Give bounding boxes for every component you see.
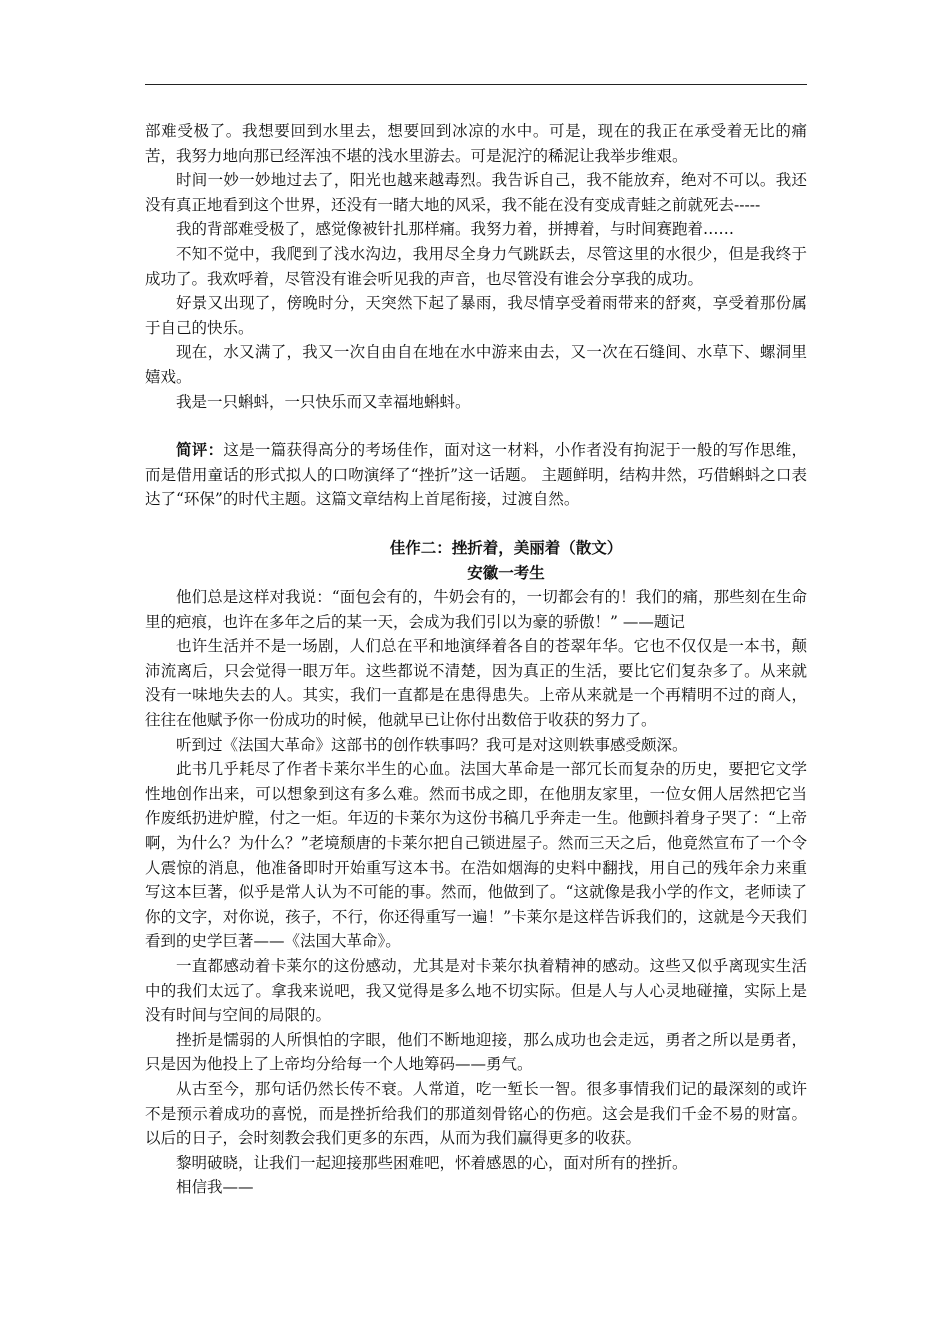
essay1-paragraph: 我的背部难受极了，感觉像被针扎那样痛。我努力着，拼搏着，与时间赛跑着…… <box>176 220 735 239</box>
essay2-paragraph: 也许生活并不是一场剧，人们总在平和地演绎着各自的苍翠年华。它也不仅仅是一本书，颠沛流离后，只会觉得一眼万年。这些都说不清楚，因为真正的生活，要比它们复杂多了。从来就没有一味地失去的人。其实，我们一直都是在患得患失。上帝从来就是一个再精明不过的商人，往往在他赋予你一份成功的时候，他就早已让你付出数倍于收获的努力了。 <box>145 637 807 730</box>
essay2-title: 佳作二：挫折着，美丽着（散文） <box>389 537 623 557</box>
spacer <box>145 414 807 438</box>
essay1-paragraph: 好景又出现了，傍晚时分，天突然下起了暴雨，我尽情享受着雨带来的舒爽，享受着那份属于自己的快乐。 <box>145 294 807 337</box>
spacer <box>145 512 807 536</box>
comment-text: 这是一篇获得高分的考场佳作，面对这一材料，小作者没有拘泥于一般的写作思维，而是借用童话的形式拟人的口吻演绎了“挫折”这一话题。 主题鲜明，结构井然，巧借蝌蚪之口表达了“环保”的时代主题。这篇文章结构上首尾衔接，过渡自然。 <box>145 441 807 509</box>
essay2-paragraph: 挫折是懦弱的人所惧怕的字眼，他们不断地迎接，那么成功也会走远，勇者之所以是勇者，只是因为他投上了上帝均分给每一个人地筹码——勇气。 <box>145 1030 807 1074</box>
essay2-paragraph: 黎明破晓，让我们一起迎接那些困难吧，怀着感恩的心，面对所有的挫折。 <box>176 1153 688 1172</box>
header-rule <box>145 84 807 85</box>
essay1-paragraph: 我是一只蝌蚪，一只快乐而又幸福地蝌蚪。 <box>176 392 471 411</box>
comment-label: 简评： <box>176 440 224 460</box>
essay1-paragraph: 部难受极了。我想要回到水里去，想要回到冰凉的水中。可是，现在的我正在承受着无比的痛苦，我努力地向那已经浑浊不堪的浅水里游去。可是泥泞的稀泥让我举步维艰。 <box>145 122 807 165</box>
essay2-paragraph: 从古至今，那句话仍然长传不衰。人常道，吃一堑长一智。很多事情我们记的最深刻的或许不是预示着成功的喜悦，而是挫折给我们的那道刻骨铭心的伤疤。这会是我们千金不易的财富。以后的日子，会时刻教会我们更多的东西，从而为我们赢得更多的收获。 <box>145 1079 807 1148</box>
essay2-paragraph: 他们总是这样对我说：“面包会有的，牛奶会有的，一切都会有的！我们的痛，那些刻在生命里的疤痕，也许在多年之后的某一天，会成为我们引以为豪的骄傲！” ——题记 <box>145 588 807 631</box>
essay2-paragraph: 此书几乎耗尽了作者卡莱尔半生的心血。法国大革命是一部冗长而复杂的历史，要把它文学性地创作出来，可以想象到这有多么难。然而书成之即，在他朋友家里，一位女佣人居然把它当作废纸扔进炉膛，付之一炬。年迈的卡莱尔为这份书稿几乎奔走一生。他颤抖着身子哭了：“上帝啊，为什么？为什么？”老境颓唐的卡莱尔把自己锁进屋子。然而三天之后，他竟然宣布了一个令人震惊的消息，他准备即时开始重写这本书。在浩如烟海的史料中翻找，用自己的残年余力来重写这本巨著，似乎是常人认为不可能的事。然而，他做到了。“这就像是我小学的作文，老师读了你的文字，对你说，孩子，不行，你还得重写一遍！”卡莱尔是这样告诉我们的，这就是今天我们看到的史学巨著——《法国大革命》。 <box>145 760 807 951</box>
essay2-paragraph: 相信我—— <box>176 1178 254 1197</box>
essay1-paragraph: 现在，水又满了，我又一次自由自在地在水中游来由去，又一次在石缝间、水草下、螺洞里嬉戏。 <box>145 343 807 386</box>
essay1-paragraph: 时间一妙一妙地过去了，阳光也越来越毒烈。我告诉自己，我不能放弃，绝对不可以。我还没有真正地看到这个世界，还没有一睹大地的风采，我不能在没有变成青蛙之前就死去----- <box>145 171 807 214</box>
essay1-paragraph: 不知不觉中，我爬到了浅水沟边，我用尽全身力气跳跃去，尽管这里的水很少，但是我终于成功了。我欢呼着，尽管没有谁会听见我的声音，也尽管没有谁会分享我的成功。 <box>145 244 807 288</box>
essay2-paragraph: 一直都感动着卡莱尔的这份感动，尤其是对卡莱尔执着精神的感动。这些又似乎离现实生活中的我们太远了。拿我来说吧，我又觉得是多么地不切实际。但是人与人心灵地碰撞，实际上是没有时间与空间的局限的。 <box>145 957 807 1025</box>
document-body <box>145 119 807 1200</box>
essay2-author: 安徽一考生 <box>467 562 545 582</box>
comment-paragraph <box>145 438 807 512</box>
essay2-paragraph: 听到过《法国大革命》这部书的创作轶事吗？我可是对这则轶事感受颇深。 <box>176 735 688 754</box>
